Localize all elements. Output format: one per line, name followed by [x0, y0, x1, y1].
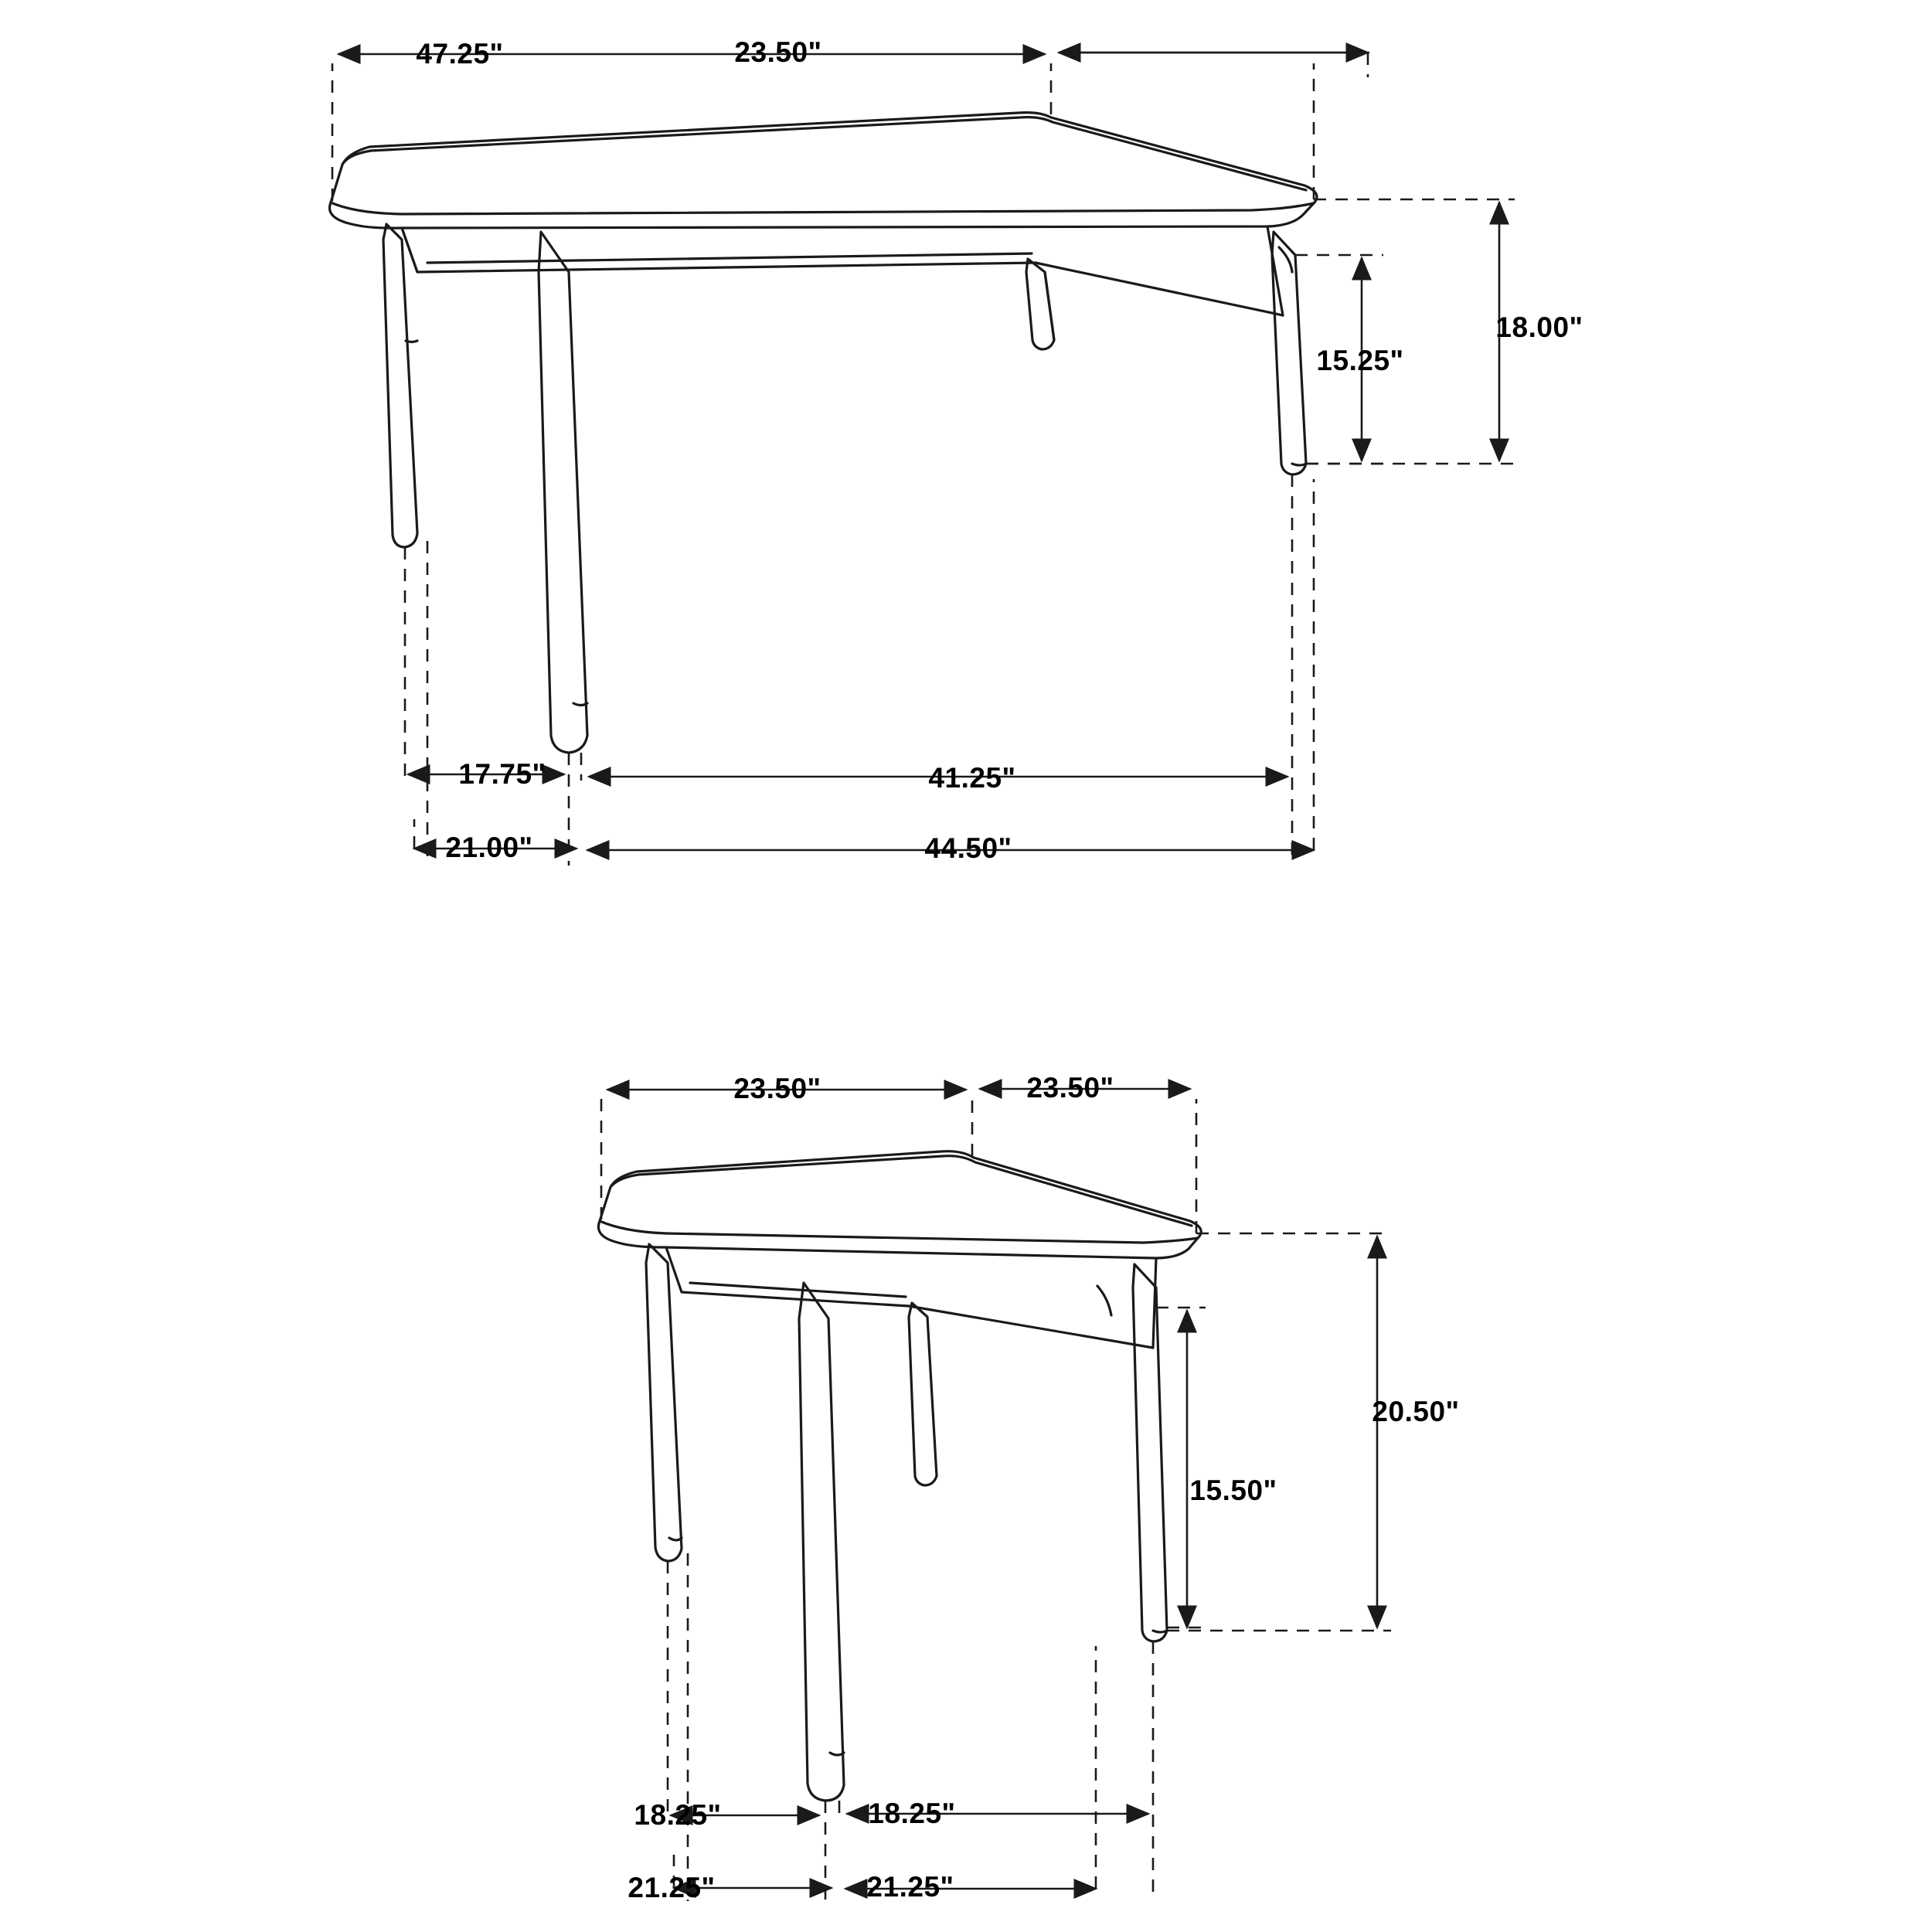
dim-label-end-leg-span: 18.25": [868, 1798, 956, 1829]
dim-label-table-apron-height: 15.25": [1316, 345, 1404, 376]
end-table-drawing: [598, 1151, 1201, 1801]
table-apron-inner: [427, 253, 1032, 263]
table-leg-back-left-foot: [406, 341, 417, 342]
dim-label-table-leg-span: 41.25": [928, 762, 1016, 794]
dim-label-end-apron-height: 15.50": [1189, 1475, 1277, 1506]
dim-label-table-foot-span: 44.50": [924, 832, 1012, 864]
table-leg-right-foot: [1292, 464, 1306, 465]
dim-label-end-foot-span: 21.25": [866, 1871, 954, 1903]
dim-label-end-total-height: 20.50": [1372, 1396, 1460, 1427]
end-leg-center-back: [909, 1303, 937, 1485]
end-leg-front-left: [799, 1283, 844, 1801]
table-leg-right: [1272, 232, 1306, 474]
dim-label-table-top-depth: 23.50": [734, 36, 822, 68]
end-top-front-edge: [600, 1221, 1198, 1243]
end-leg-back-left-foot: [669, 1538, 682, 1540]
dining-table-dimensions: [332, 53, 1515, 866]
table-top-front-edge: [331, 202, 1314, 214]
dim-label-end-top-width: 23.50": [733, 1073, 821, 1104]
dining-table-drawing: [330, 113, 1317, 753]
end-right-corner-detail: [1097, 1286, 1111, 1315]
end-apron-right: [909, 1306, 1153, 1348]
end-apron-left: [666, 1247, 909, 1306]
dim-label-end-foot-inset: 21.25": [628, 1872, 716, 1903]
table-back-leg-edge: [1045, 272, 1054, 340]
dim-label-end-top-depth: 23.50": [1026, 1072, 1114, 1104]
table-leg-front-left-foot: [573, 703, 587, 706]
table-leg-front-left: [539, 232, 587, 753]
dim-label-table-total-height: 18.00": [1495, 311, 1583, 343]
table-apron-right: [1036, 263, 1283, 315]
table-apron-left: [402, 228, 1036, 272]
table-top-edge: [342, 117, 1306, 190]
dim-label-table-top-width: 47.25": [416, 38, 504, 70]
end-leg-right-foot: [1153, 1631, 1167, 1632]
dim-label-table-leg-inset: 17.75": [458, 758, 546, 790]
dim-label-table-foot-inset: 21.00": [445, 832, 533, 863]
end-leg-back-left: [646, 1244, 682, 1561]
dim-label-end-leg-inset: 18.25": [634, 1799, 722, 1831]
end-leg-front-left-foot: [830, 1753, 844, 1755]
table-leg-back-left: [383, 224, 417, 547]
end-leg-right: [1133, 1264, 1167, 1641]
